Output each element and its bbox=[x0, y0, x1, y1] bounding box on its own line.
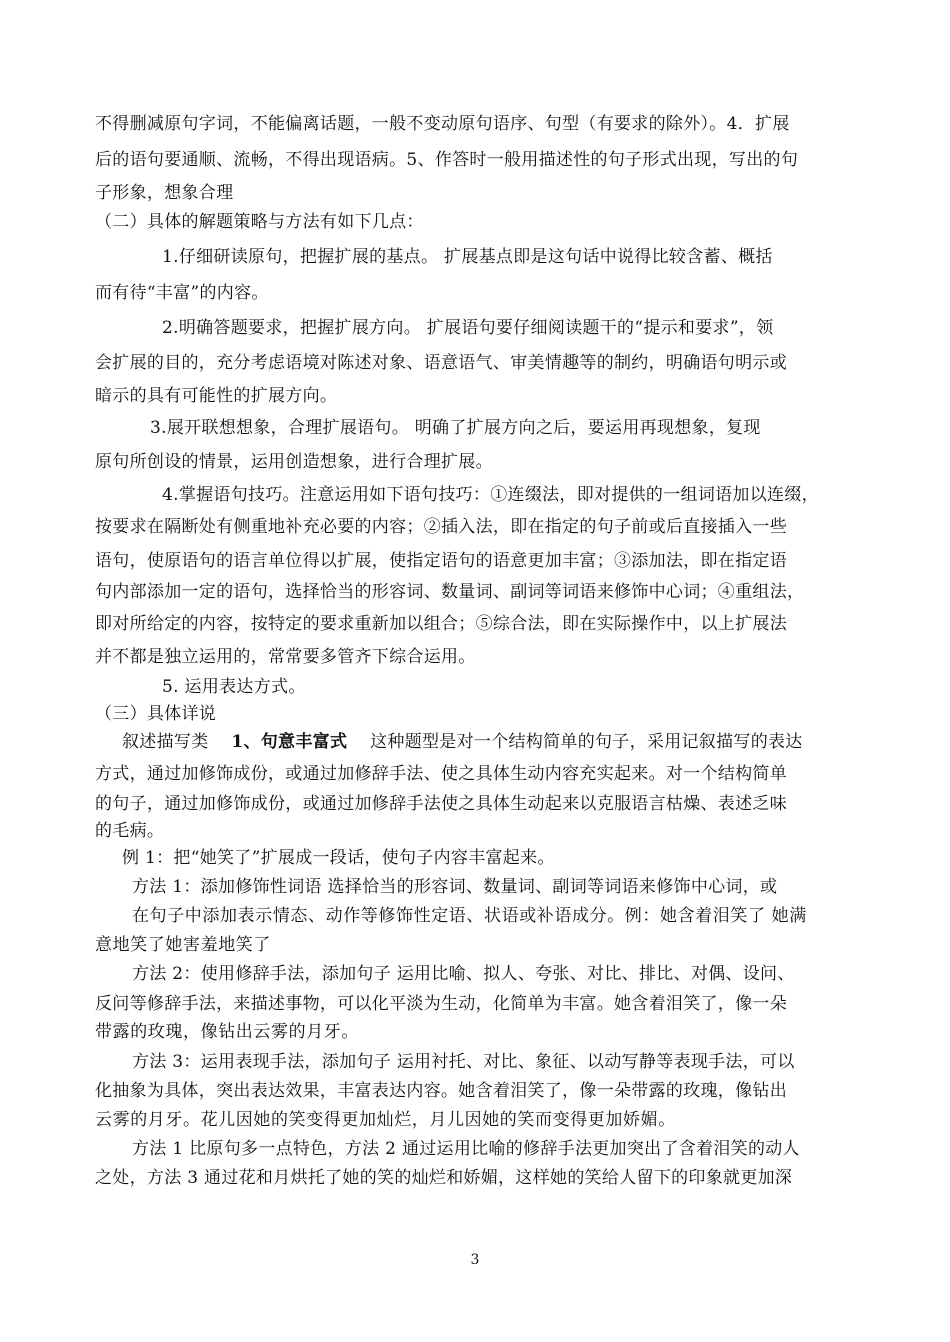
body-line: 后的语句要通顺、流畅，不得出现语病。5、作答时一般用描述性的句子形式出现，写出的句 bbox=[95, 150, 799, 170]
body-line: 在句子中添加表示情态、动作等修饰性定语、状语或补语成分。例：她含着泪笑了 她满 bbox=[132, 906, 807, 926]
body-line: 句内部添加一定的语句，选择恰当的形容词、数量词、副词等词语来修饰中心词；④重组法， bbox=[95, 582, 805, 602]
body-text: 这种题型是对一个结构简单的句子，采用记叙描写的表达 bbox=[370, 732, 803, 752]
body-line: 的毛病。 bbox=[95, 821, 165, 841]
body-line: 的句子，通过加修饰成份，或通过加修辞手法使之具体生动起来以克服语言枯燥、表述乏味 bbox=[95, 794, 787, 814]
body-line: 会扩展的目的，充分考虑语境对陈述对象、语意语气、审美情趣等的制约，明确语句明示或 bbox=[95, 353, 787, 373]
section-subheading: 1、句意丰富式 bbox=[231, 732, 348, 752]
page-number: 3 bbox=[470, 1252, 480, 1268]
body-line: 不得删减原句字词，不能偏离话题，一般不变动原句语序、句型（有要求的除外）。4．扩展 bbox=[95, 114, 790, 134]
body-line: 并不都是独立运用的，常常要多管齐下综合运用。 bbox=[95, 647, 476, 667]
body-line: 云雾的月牙。花儿因她的笑变得更加灿烂，月儿因她的笑而变得更加娇媚。 bbox=[95, 1110, 676, 1130]
body-line: 化抽象为具体，突出表达效果，丰富表达内容。她含着泪笑了，像一朵带露的玫瑰，像钻出 bbox=[95, 1081, 787, 1101]
example-line: 例 1：把“她笑了”扩展成一段话，使句子内容丰富起来。 bbox=[122, 848, 555, 868]
section-label: 叙述描写类 bbox=[122, 732, 209, 752]
body-line: 语句，使原语句的语言单位得以扩展，使指定语句的语意更加丰富；③添加法，即在指定语 bbox=[95, 551, 787, 571]
method-3-line: 方法 3：运用表现手法，添加句子 运用衬托、对比、象征、以动写静等表现手法，可以 bbox=[132, 1052, 795, 1072]
body-line: 带露的玫瑰，像钻出云雾的月牙。 bbox=[95, 1022, 359, 1042]
body-line: 之处，方法 3 通过花和月烘托了她的笑的灿烂和娇媚，这样她的笑给人留下的印象就更加深 bbox=[95, 1168, 793, 1188]
summary-line: 方法 1 比原句多一点特色，方法 2 通过运用比喻的修辞手法更加突出了含着泪笑的动人 bbox=[132, 1139, 800, 1159]
subsection-line bbox=[122, 732, 885, 752]
body-line: 子形象，想象合理 bbox=[95, 183, 234, 203]
body-line: 意地笑了她害羞地笑了 bbox=[95, 935, 271, 955]
strategy-5-line: 5. 运用表达方式。 bbox=[162, 677, 306, 697]
section-heading-3: （三）具体详说 bbox=[95, 704, 217, 724]
section-heading-2: （二）具体的解题策略与方法有如下几点： bbox=[95, 212, 424, 232]
body-line: 方式，通过加修饰成份，或通过加修辞手法、使之具体生动内容充实起来。对一个结构简单 bbox=[95, 764, 787, 784]
body-line: 反问等修辞手法，来描述事物，可以化平淡为生动，化简单为丰富。她含着泪笑了，像一朵 bbox=[95, 994, 787, 1014]
body-line: 原句所创设的情景，运用创造想象，进行合理扩展。 bbox=[95, 452, 493, 472]
strategy-4-line: 4.掌握语句技巧。注意运用如下语句技巧：①连缀法，即对提供的一组词语加以连缀， bbox=[162, 485, 819, 505]
strategy-1-line: 1.仔细研读原句，把握扩展的基点。 扩展基点即是这句话中说得比较含蓄、概括 bbox=[162, 247, 773, 267]
body-line: 即对所给定的内容，按特定的要求重新加以组合；⑤综合法，即在实际操作中，以上扩展法 bbox=[95, 614, 787, 634]
body-line: 暗示的具有可能性的扩展方向。 bbox=[95, 386, 338, 406]
method-1-line: 方法 1：添加修饰性词语 选择恰当的形容词、数量词、副词等词语来修饰中心词，或 bbox=[132, 877, 778, 897]
method-2-line: 方法 2：使用修辞手法，添加句子 运用比喻、拟人、夸张、对比、排比、对偶、设问、 bbox=[132, 964, 795, 984]
body-line: 按要求在隔断处有侧重地补充必要的内容；②插入法，即在指定的句子前或后直接插入一些 bbox=[95, 517, 787, 537]
strategy-3-line: 3.展开联想想象，合理扩展语句。 明确了扩展方向之后，要运用再现想象，复现 bbox=[150, 418, 761, 438]
strategy-2-line: 2.明确答题要求，把握扩展方向。 扩展语句要仔细阅读题干的“提示和要求”，领 bbox=[162, 318, 774, 338]
body-line: 而有待“丰富”的内容。 bbox=[95, 283, 269, 303]
